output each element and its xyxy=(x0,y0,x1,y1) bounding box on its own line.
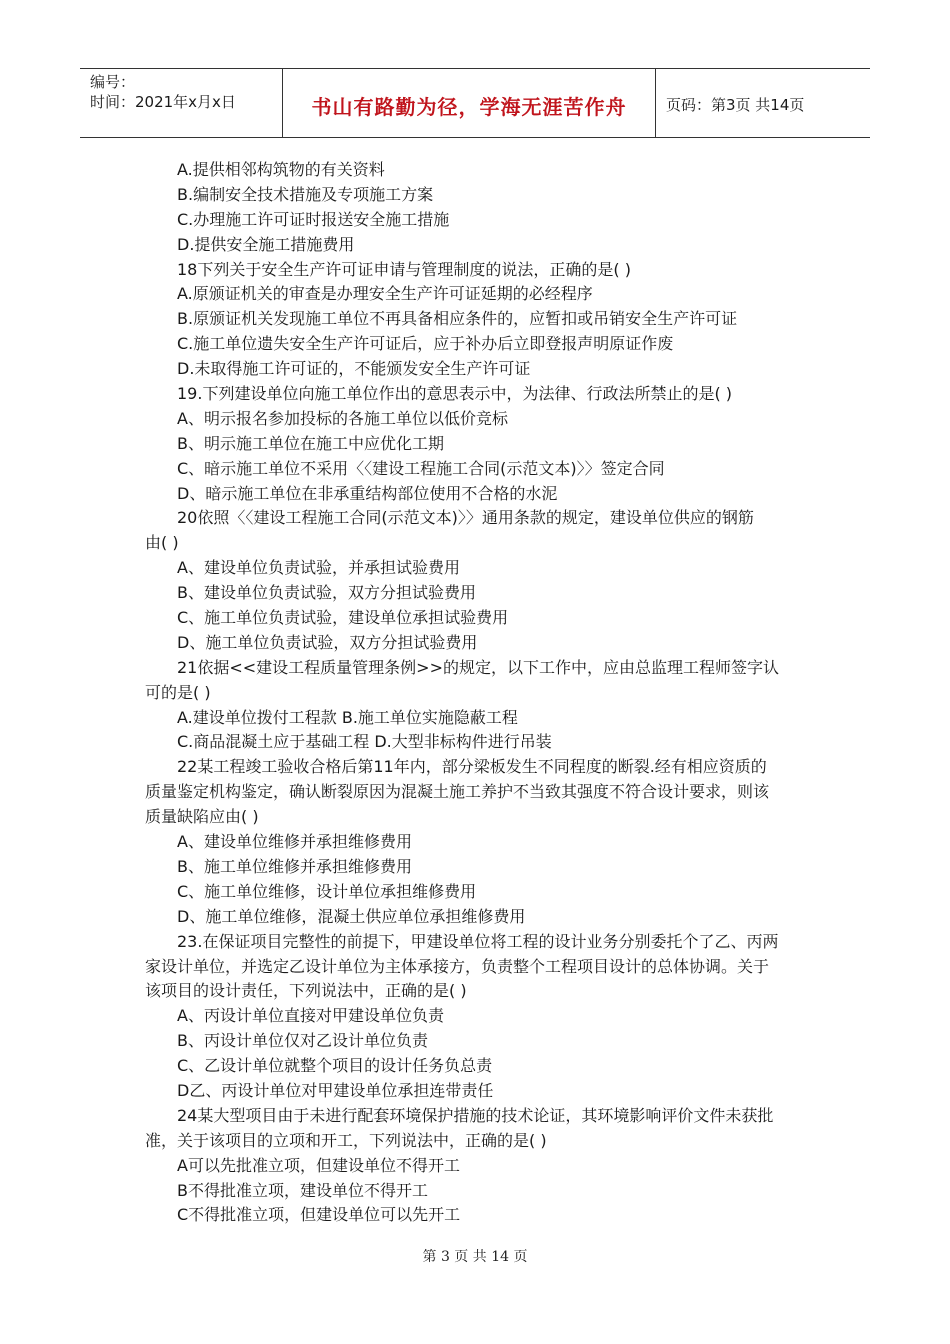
text-line: B不得批准立项，建设单位不得开工 xyxy=(177,1180,428,1200)
text-line: 家设计单位，并选定乙设计单位为主体承接方，负责整个工程项目设计的总体协调。关于 xyxy=(145,956,770,976)
header-meta-cell xyxy=(80,69,283,137)
text-line: 19.下列建设单位向施工单位作出的意思表示中，为法律、行政法所禁止的是( ) xyxy=(177,384,733,404)
text-line: 18下列关于安全生产许可证申请与管理制度的说法，正确的是( ) xyxy=(177,259,631,279)
text-line: C不得批准立项，但建设单位可以先开工 xyxy=(177,1205,461,1225)
text-line: B、明示施工单位在施工中应优化工期 xyxy=(177,433,444,453)
text-line: 21依据<<建设工程质量管理条例>>的规定，以下工作中，应由总监理工程师签字认 xyxy=(177,657,779,677)
text-line: C、施工单位负责试验，建设单位承担试验费用 xyxy=(177,608,509,628)
text-line: 24某大型项目由于未进行配套环境保护措施的技术论证，其环境影响评价文件未获批 xyxy=(177,1105,774,1125)
serial-number-label: 编号： xyxy=(90,73,136,91)
document-body xyxy=(145,158,810,1228)
text-line: B、建设单位负责试验，双方分担试验费用 xyxy=(177,583,476,603)
text-line: A.原颁证机关的审查是办理安全生产许可证延期的必经程序 xyxy=(177,284,593,304)
text-line: C.办理施工许可证时报送安全施工措施 xyxy=(177,209,450,229)
header-page-cell xyxy=(656,69,870,137)
text-line: B、丙设计单位仅对乙设计单位负责 xyxy=(177,1031,428,1051)
text-line: 20依照〈〈建设工程施工合同(示范文本)〉〉通用条款的规定，建设单位供应的钢筋 xyxy=(177,508,754,528)
page-info: 页码：第3页 共14页 xyxy=(666,96,805,114)
text-line: A.提供相邻构筑物的有关资料 xyxy=(177,160,385,179)
header-motto-cell xyxy=(283,69,656,137)
text-line: D、施工单位负责试验，双方分担试验费用 xyxy=(177,632,478,652)
text-line: C、暗示施工单位不采用〈〈建设工程施工合同(示范文本)〉〉签定合同 xyxy=(177,458,665,478)
text-line: 可的是( ) xyxy=(145,682,211,702)
text-line: D、暗示施工单位在非承重结构部位使用不合格的水泥 xyxy=(177,483,558,503)
text-line: 23.在保证项目完整性的前提下，甲建设单位将工程的设计业务分别委托个了乙、丙两 xyxy=(177,931,779,951)
text-line: B.编制安全技术措施及专项施工方案 xyxy=(177,184,434,204)
text-line: C、施工单位维修，设计单位承担维修费用 xyxy=(177,881,477,901)
text-line: B.原颁证机关发现施工单位不再具备相应条件的，应暂扣或吊销安全生产许可证 xyxy=(177,309,738,329)
text-line: 22某工程竣工验收合格后第11年内，部分梁板发生不同程度的断裂.经有相应资质的 xyxy=(177,757,767,777)
text-line: C、乙设计单位就整个项目的设计任务负总责 xyxy=(177,1056,493,1076)
text-line: A可以先批准立项，但建设单位不得开工 xyxy=(177,1155,460,1175)
text-line: 该项目的设计责任，下列说法中，正确的是( ) xyxy=(145,981,467,1001)
text-line: A、丙设计单位直接对甲建设单位负责 xyxy=(177,1006,444,1026)
text-line: D、施工单位维修，混凝土供应单位承担维修费用 xyxy=(177,906,526,926)
date-line: 时间：2021年x月x日 xyxy=(90,93,236,111)
text-line: A、建设单位维修并承担维修费用 xyxy=(177,832,412,852)
text-line: B、施工单位维修并承担维修费用 xyxy=(177,856,412,876)
text-line: 质量鉴定机构鉴定，确认断裂原因为混凝土施工养护不当致其强度不符合设计要求，则该 xyxy=(145,782,770,802)
text-line: 由( ) xyxy=(145,533,179,553)
text-line: D乙、丙设计单位对甲建设单位承担连带责任 xyxy=(177,1080,494,1100)
text-line: D.未取得施工许可证的，不能颁发安全生产许可证 xyxy=(177,359,531,379)
motto-text: 书山有路勤为径，学海无涯苦作舟 xyxy=(311,95,627,119)
text-line: 准，关于该项目的立项和开工，下列说法中，正确的是( ) xyxy=(145,1130,547,1150)
text-line: D.提供安全施工措施费用 xyxy=(177,234,355,254)
text-line: A、明示报名参加投标的各施工单位以低价竞标 xyxy=(177,408,508,428)
text-line: 质量缺陷应由( ) xyxy=(145,807,259,827)
page-header xyxy=(80,68,870,138)
text-line: A、建设单位负责试验，并承担试验费用 xyxy=(177,558,460,578)
text-line: A.建设单位拨付工程款 B.施工单位实施隐蔽工程 xyxy=(177,707,518,727)
page-footer: 第 3 页 共 14 页 xyxy=(422,1249,528,1265)
text-line: C.商品混凝土应于基础工程 D.大型非标构件进行吊装 xyxy=(177,732,552,752)
text-line: C.施工单位遗失安全生产许可证后，应于补办后立即登报声明原证作废 xyxy=(177,334,674,354)
